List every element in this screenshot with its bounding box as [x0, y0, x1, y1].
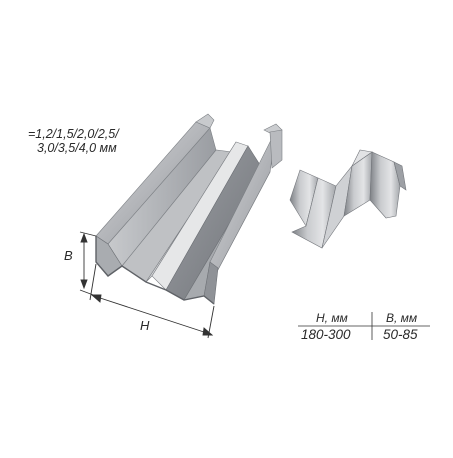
- spec-header-h: H, мм: [316, 311, 348, 325]
- spec-header-b: B, мм: [386, 311, 418, 325]
- profile-right-flange: [270, 130, 282, 168]
- main-profile: [96, 114, 282, 304]
- dimension-h-label: H: [140, 318, 150, 333]
- dimension-b-label: B: [64, 248, 73, 263]
- sheet-right-flange: [370, 152, 400, 218]
- spec-value-b: 50-85: [383, 327, 418, 342]
- thickness-line-1: =1,2/1,5/2,0/2,5/: [28, 127, 119, 141]
- sheet-pile-profile: [290, 150, 406, 248]
- dimension-b: [80, 232, 96, 296]
- thickness-line-2: 3,0/3,5/4,0 мм: [37, 141, 117, 155]
- spec-value-h: 180-300: [301, 327, 351, 342]
